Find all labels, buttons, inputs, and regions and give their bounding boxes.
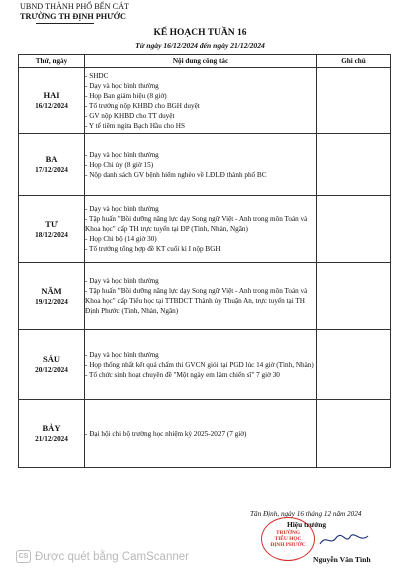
header-underline bbox=[36, 23, 94, 24]
note-cell bbox=[317, 196, 391, 263]
column-header-day: Thứ, ngày bbox=[19, 55, 85, 68]
date-range: Từ ngày 16/12/2024 đến ngày 21/12/2024 bbox=[135, 41, 265, 50]
stamp-text-line: TRƯỜNG bbox=[275, 530, 301, 536]
table-row bbox=[19, 196, 391, 263]
task-item: - Dạy và học bình thường bbox=[85, 205, 159, 213]
task-item: - Tổ chức sinh hoạt chuyên đề "Một ngày em làm chiến sĩ" 7 giờ 30 bbox=[85, 370, 280, 379]
column-header-note: Ghi chú bbox=[317, 55, 391, 68]
task-item: - Tổ trưởng tổng hợp đề KT cuối kì I nộp BGH bbox=[85, 245, 221, 253]
day-name: NĂM bbox=[41, 285, 62, 296]
day-date: 21/12/2024 bbox=[35, 435, 68, 443]
content-cell bbox=[85, 263, 317, 330]
day-cell bbox=[19, 400, 85, 468]
weekly-plan-table bbox=[18, 54, 391, 468]
org-name-line-1: UBND THÀNH PHỐ BẾN CÁT bbox=[20, 2, 130, 11]
camscanner-watermark bbox=[16, 550, 189, 563]
document-header bbox=[20, 2, 129, 24]
task-item: - Tập huấn "Bồi dưỡng năng lực dạy Song ngữ Việt - Anh trong môn Toán và Khoa học" cấp Tiểu học tại TTBDCT Thành ủy Thuận An, trực tuyến tại TH Định Phước (Tình, Nhàn, Ngân) bbox=[85, 287, 308, 315]
day-date: 20/12/2024 bbox=[35, 366, 68, 374]
day-cell bbox=[19, 68, 85, 134]
signer-role: Hiệu trưởng bbox=[287, 520, 327, 529]
org-name-line-2: TRƯỜNG TH ĐỊNH PHƯỚC bbox=[20, 12, 126, 21]
task-item: - Dạy và học bình thường bbox=[85, 350, 159, 359]
day-cell bbox=[19, 196, 85, 263]
stamp-text-line: ĐỊNH PHƯỚC bbox=[270, 542, 306, 548]
day-name: BA bbox=[45, 154, 58, 164]
content-cell bbox=[85, 134, 317, 196]
task-item: - Y tế tiêm ngừa Bạch Hầu cho HS bbox=[85, 121, 185, 130]
day-name: HAI bbox=[43, 90, 60, 100]
column-header-content: Nội dung công tác bbox=[85, 55, 317, 68]
task-item: - Dạy và học bình thường bbox=[85, 277, 159, 285]
task-item: - Nộp danh sách GV bệnh hiểm nghèo về LĐLĐ thành phố BC bbox=[85, 170, 267, 179]
content-cell bbox=[85, 196, 317, 263]
task-item: - Họp Chi ủy (8 giờ 15) bbox=[85, 160, 154, 169]
table-row bbox=[19, 68, 391, 134]
camscanner-logo-icon: CS bbox=[16, 550, 31, 563]
note-cell bbox=[317, 330, 391, 400]
watermark-text: Được quét bằng CamScanner bbox=[35, 550, 189, 563]
table-row bbox=[19, 134, 391, 196]
note-cell bbox=[317, 68, 391, 134]
day-date: 19/12/2024 bbox=[35, 297, 68, 306]
note-cell bbox=[317, 400, 391, 468]
stamp-text-line: TIỂU HỌC bbox=[274, 536, 302, 542]
note-cell bbox=[317, 263, 391, 330]
day-date: 17/12/2024 bbox=[35, 166, 68, 174]
signer-name: Nguyễn Văn Tình bbox=[313, 555, 371, 564]
task-item: - Đại hội chi bộ trường học nhiệm kỳ 2025-2027 (7 giờ) bbox=[85, 429, 247, 438]
day-name: TƯ bbox=[45, 218, 58, 229]
day-cell bbox=[19, 263, 85, 330]
day-cell bbox=[19, 134, 85, 196]
table-row bbox=[19, 330, 391, 400]
place-and-date: Tân Định, ngày 16 tháng 12 năm 2024 bbox=[250, 510, 362, 518]
task-item: - Tập huấn "Bồi dưỡng năng lực dạy Song ngữ Việt - Anh trong môn Toán và Khoa học" cấp TH trực tuyến tại ĐP (Tình, Nhàn, Ngân) bbox=[85, 215, 308, 233]
handwritten-signature bbox=[318, 532, 370, 548]
content-cell bbox=[85, 400, 317, 468]
day-cell bbox=[19, 330, 85, 400]
task-item: - SHDC bbox=[85, 71, 109, 80]
day-date: 18/12/2024 bbox=[35, 230, 68, 239]
day-name: BẢY bbox=[42, 423, 61, 433]
note-cell bbox=[317, 134, 391, 196]
task-item: - Họp Ban giám hiệu (8 giờ) bbox=[85, 91, 167, 100]
table-header-row bbox=[19, 55, 391, 68]
table-row bbox=[19, 263, 391, 330]
task-item: - Dạy và học bình thường bbox=[85, 81, 159, 90]
task-item: - GV nộp KHBD cho TT duyệt bbox=[85, 111, 175, 120]
table-row bbox=[19, 400, 391, 468]
document-title: KẾ HOẠCH TUẦN 16 bbox=[153, 28, 247, 38]
day-name: SÁU bbox=[42, 354, 60, 364]
task-item: - Dạy và học bình thường bbox=[85, 150, 159, 159]
task-item: - Tổ trưởng nộp KHBD cho BGH duyệt bbox=[85, 101, 200, 110]
day-date: 16/12/2024 bbox=[35, 102, 68, 110]
content-cell bbox=[85, 330, 317, 400]
task-item: - Họp Chi bộ (14 giờ 30) bbox=[85, 235, 157, 243]
task-item: - Họp thống nhất kết quả chấm thi GVCN giỏi tại PGD lúc 14 giờ (Tình, Nhàn) bbox=[85, 360, 314, 369]
content-cell bbox=[85, 68, 317, 134]
